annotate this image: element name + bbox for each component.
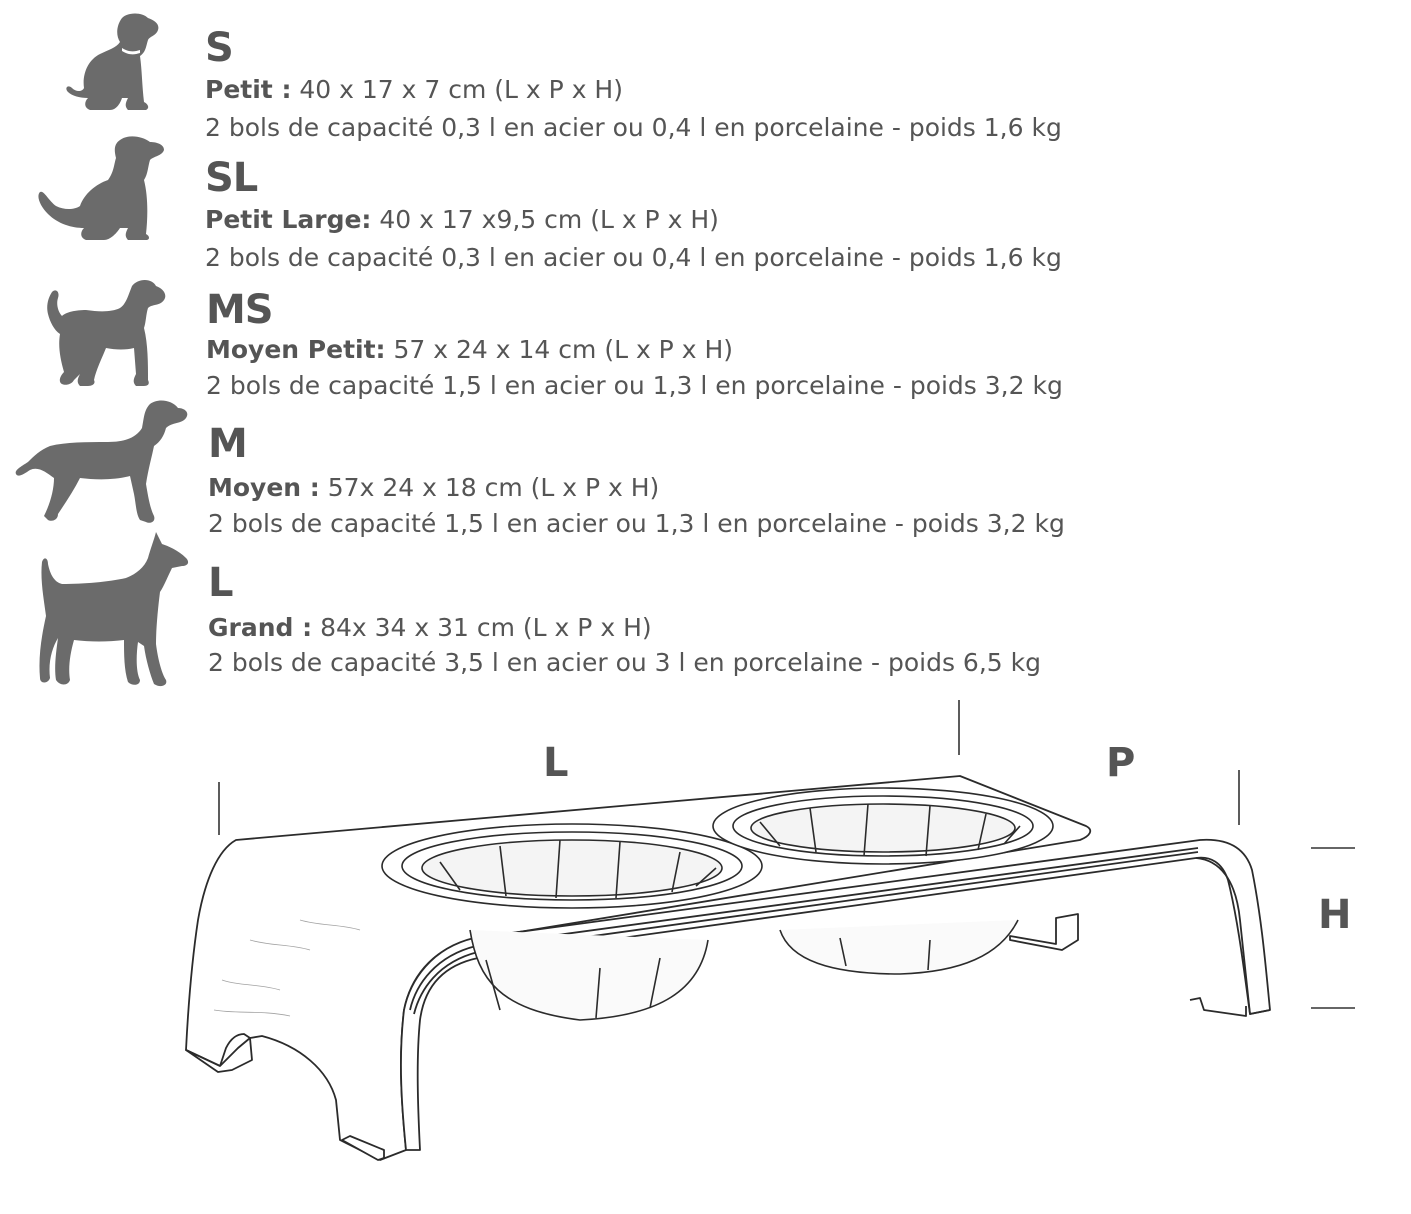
size-code: SL bbox=[205, 155, 258, 201]
size-bowls-info: 2 bols de capacité 3,5 l en acier ou 3 l en porcelaine - poids 6,5 kg bbox=[208, 648, 1041, 677]
standing-medium-dog-icon bbox=[14, 398, 190, 524]
size-dimensions bbox=[208, 615, 652, 640]
size-dimensions bbox=[205, 207, 719, 232]
size-dims-value: 40 x 17 x9,5 cm (L x P x H) bbox=[371, 205, 719, 234]
size-dimensions bbox=[205, 77, 623, 102]
length-dimension-label: L bbox=[543, 740, 569, 786]
size-name: Moyen Petit: bbox=[206, 335, 386, 364]
size-bowls-info: 2 bols de capacité 0,3 l en acier ou 0,4 l en porcelaine - poids 1,6 kg bbox=[205, 113, 1062, 142]
size-code: MS bbox=[206, 287, 273, 333]
size-name: Petit : bbox=[205, 75, 292, 104]
size-code: L bbox=[208, 560, 233, 606]
size-code: S bbox=[205, 25, 233, 71]
height-dimension-label: H bbox=[1318, 892, 1352, 938]
size-code: M bbox=[208, 421, 247, 467]
depth-dimension-label: P bbox=[1106, 740, 1136, 786]
size-dims-value: 57x 24 x 18 cm (L x P x H) bbox=[319, 473, 660, 502]
size-name: Petit Large: bbox=[205, 205, 372, 234]
size-dims-value: 40 x 17 x 7 cm (L x P x H) bbox=[291, 75, 623, 104]
size-dimensions bbox=[208, 475, 659, 500]
size-name: Moyen : bbox=[208, 473, 320, 502]
size-bowls-info: 2 bols de capacité 1,5 l en acier ou 1,3 l en porcelaine - poids 3,2 kg bbox=[208, 509, 1065, 538]
feeder-dimension-diagram bbox=[0, 690, 1411, 1214]
size-bowls-info: 2 bols de capacité 0,3 l en acier ou 0,4 l en porcelaine - poids 1,6 kg bbox=[205, 243, 1062, 272]
size-dims-value: 57 x 24 x 14 cm (L x P x H) bbox=[385, 335, 733, 364]
size-name: Grand : bbox=[208, 613, 313, 642]
standing-small-dog-icon bbox=[44, 278, 168, 388]
size-bowls-info: 2 bols de capacité 1,5 l en acier ou 1,3 l en porcelaine - poids 3,2 kg bbox=[206, 371, 1063, 400]
standing-large-dog-icon bbox=[36, 530, 192, 688]
sitting-dog-icon bbox=[34, 134, 168, 242]
size-dimensions bbox=[206, 337, 733, 362]
size-dims-value: 84x 34 x 31 cm (L x P x H) bbox=[312, 613, 652, 642]
sitting-small-dog-icon bbox=[62, 10, 166, 114]
